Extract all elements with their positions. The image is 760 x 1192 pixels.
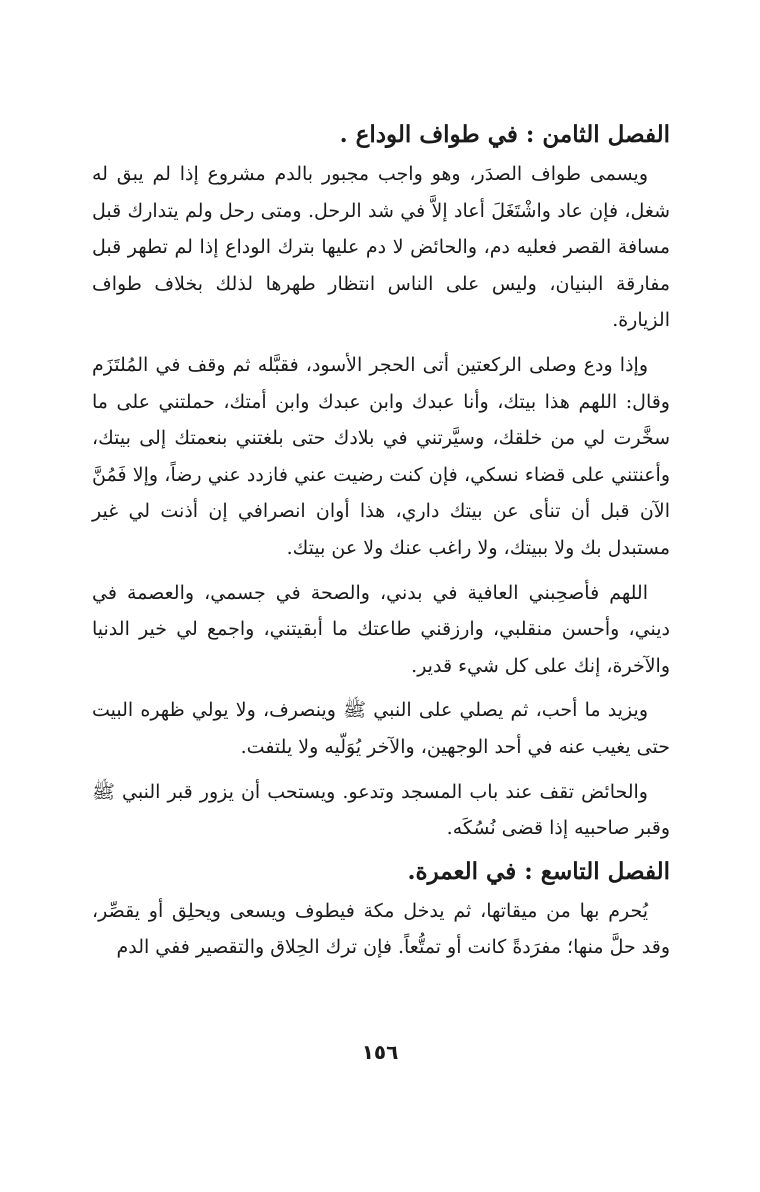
page-number: ١٥٦ [361, 1040, 399, 1064]
paragraph-salat-on-prophet: ويزيد ما أحب، ثم يصلي على النبي ﷺ وينصرف، ولا يولي ظهره البيت حتى يغيب عنه في أحد الوجهين، والآخر يُوَلّيه ولا يلتفت. [92, 699, 670, 758]
paragraph-multazam-supplication: وإذا ودع وصلى الركعتين أتى الحجر الأسود، فقبَّله ثم وقف في المُلتَزَم وقال: اللهم هذا بيتك، وأنا عبدك وابن عبدك وابن أمتك، حملتني على ما سخَّرت لي من خلقك، وسيَّرتني في بلادك حتى بلغتني بنعمتك إلى بيتك، وأعنتني على قضاء نسكي، فإن كنت رضيت عني فازدد عني رضاً، وإلا فَمُنَّ الآن قبل أن تنأى عن بيتك داري، هذا أوان انصرافي إن أذنت لي غير مستبدل بك ولا ببيتك، ولا راغب عنك ولا عن بيتك. [92, 353, 670, 559]
paragraph-umrah: يُحرم بها من ميقاتها، ثم يدخل مكة فيطوف ويسعى ويحلِق أو يقصِّر، وقد حلَّ منها؛ مفرَدةً كانت أو تمتُّعاً. فإن ترك الحِلاق والتقصير ففي الدم [92, 899, 670, 959]
paragraph-allahumma: اللهم فأصحِبني العافية في بدني، والصحة في جسمي، والعصمة في ديني، وأحسن منقلبي، وارزقني طاعتك ما أبقيتني، واجمع لي خير الدنيا والآخرة، إنك على كل شيء قدير. [92, 581, 670, 677]
chapter-heading-farewell-tawaf: الفصل الثامن : في طواف الوداع . [339, 121, 670, 148]
paragraph-menstruating-woman: والحائض تقف عند باب المسجد وتدعو. ويستحب أن يزور قبر النبي ﷺ وقبر صاحبيه إذا قضى نُسُكَه. [92, 780, 670, 840]
chapter-heading-umrah: الفصل التاسع : في العمرة. [407, 857, 670, 885]
page-body [92, 118, 670, 966]
paragraph-tawaf-sadr: ويسمى طواف الصدَر، وهو واجب مجبور بالدم مشروع إذا لم يبق له شغل، فإن عاد واشْتَغَلَ أعاد إلاَّ في شد الرحل. ومتى رحل ولم يتدارك قبل مسافة القصر فعليه دم، والحائض لا دم عليها بترك الوداع إذا لم تطهر قبل مفارقة البنيان، وليس على الناس انتظار طهرها لذلك بخلاف طواف الزيارة. [92, 163, 670, 332]
